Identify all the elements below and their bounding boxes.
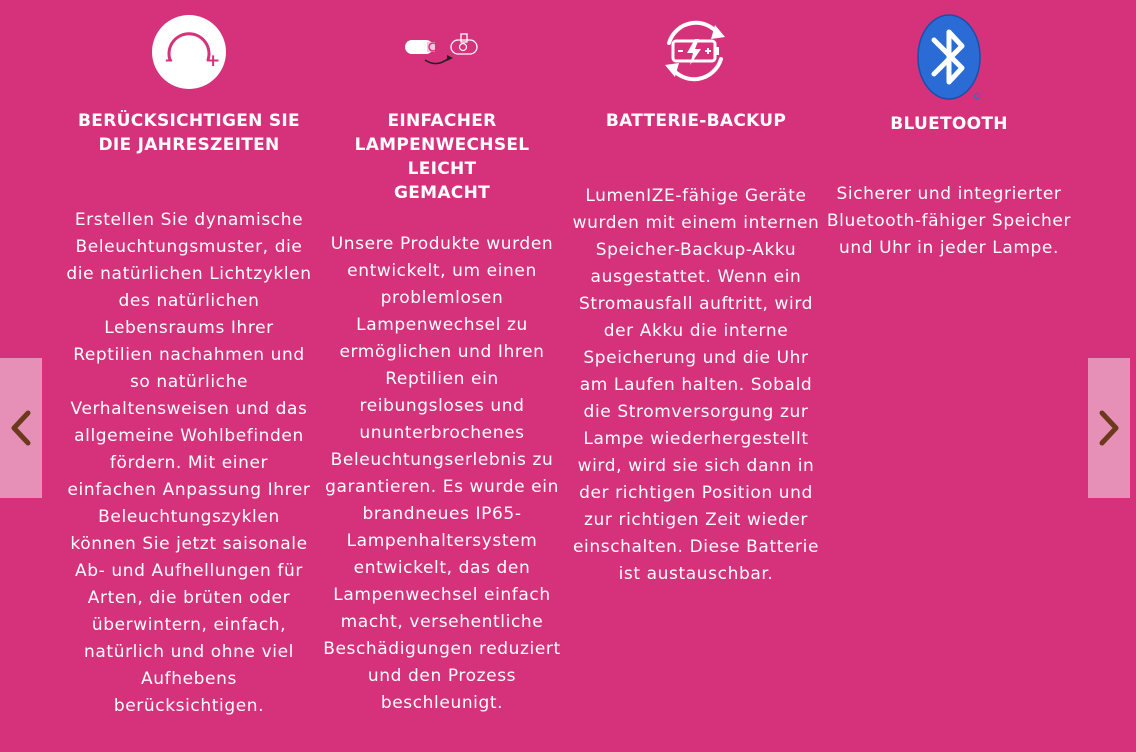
description-line: Verhaltensweisen und das: [70, 399, 308, 419]
description-line: können Sie jetzt saisonale: [70, 534, 308, 554]
description-line: die natürlichen Lichtzyklen: [66, 264, 312, 284]
description-line: Sicherer und integrierter: [836, 184, 1062, 204]
description-line: zur richtigen Zeit wieder: [584, 510, 808, 530]
description-line: ist austauschbar.: [618, 564, 774, 584]
description-line: überwintern, einfach,: [91, 615, 287, 635]
description-line: Lampe wiederhergestellt: [583, 429, 809, 449]
description-line: berücksichtigen.: [113, 696, 265, 716]
description-line: ausgestattet. Wenn ein: [590, 267, 802, 287]
lamp-change-icon: [403, 30, 483, 74]
description-line: allgemeine Wohlbefinden: [74, 426, 304, 446]
description-line: entwickelt, das den: [353, 558, 531, 578]
description-line: Reptilien ein: [385, 369, 499, 389]
description-line: Speicher-Backup-Akku: [595, 240, 797, 260]
description-line: einschalten. Diese Batterie: [572, 537, 819, 557]
description-line: Erstellen Sie dynamische: [74, 210, 304, 230]
feature-title: EINFACHER LAMPENWECHSEL LEICHT GEMACHT: [354, 111, 530, 203]
dimmer-dial-icon: [151, 14, 227, 94]
chevron-right-icon: [1097, 408, 1121, 448]
feature-description: [565, 183, 827, 588]
carousel-next-button[interactable]: [1088, 358, 1130, 498]
description-line: macht, versehentliche: [340, 612, 544, 632]
description-line: Bluetooth-fähiger Speicher: [826, 211, 1072, 231]
description-line: Beleuchtungszyklen: [98, 507, 280, 527]
bluetooth-icon: [916, 12, 982, 106]
chevron-left-icon: [9, 408, 33, 448]
description-line: Arten, die brüten oder: [87, 588, 291, 608]
description-line: Lebensraums Ihrer: [104, 318, 274, 338]
battery-backup-icon: [657, 13, 733, 93]
description-line: problemlosen: [380, 288, 504, 308]
description-line: reibungsloses und: [359, 396, 525, 416]
description-line: Beleuchtungserlebnis zu: [330, 450, 554, 470]
description-line: Ab- und Aufhellungen für: [75, 561, 303, 581]
svg-text:+: +: [206, 51, 221, 71]
description-line: die Stromversorgung zur: [583, 402, 809, 422]
description-line: Unsere Produkte wurden: [330, 234, 554, 254]
feature-description: [818, 181, 1080, 262]
svg-text:–: –: [165, 50, 173, 69]
description-line: LumenIZE-fähige Geräte: [585, 186, 807, 206]
feature-title: BLUETOOTH: [890, 114, 1008, 134]
description-line: Lampenwechsel einfach: [333, 585, 551, 605]
description-line: einfachen Anpassung Ihrer: [67, 480, 311, 500]
description-line: wird, wird sie sich dann in: [577, 456, 815, 476]
description-line: natürlich und ohne viel: [84, 642, 294, 662]
carousel-prev-button[interactable]: [0, 358, 42, 498]
description-line: brandneues IP65-: [362, 504, 522, 524]
description-line: des natürlichen: [118, 291, 260, 311]
description-line: Beleuchtungsmuster, die: [75, 237, 303, 257]
description-line: Reptilien nachahmen und: [73, 345, 305, 365]
feature-title: BATTERIE-BACKUP: [605, 111, 787, 131]
description-line: Lampenhaltersystem: [346, 531, 538, 551]
description-line: wurden mit einem internen: [572, 213, 820, 233]
feature-description: [60, 207, 318, 720]
description-line: ermöglichen und Ihren: [339, 342, 545, 362]
description-line: und den Prozess: [367, 666, 517, 686]
description-line: beschleunigt.: [380, 693, 504, 713]
description-line: so natürliche: [129, 372, 249, 392]
description-line: Stromausfall auftritt, wird: [578, 294, 814, 314]
description-line: garantieren. Es wurde ein: [325, 477, 559, 497]
description-line: am Laufen halten. Sobald: [579, 375, 813, 395]
description-line: fördern. Mit einer: [109, 453, 269, 473]
description-line: Beschädigungen reduziert: [323, 639, 561, 659]
description-line: der richtigen Position und: [579, 483, 813, 503]
description-line: entwickelt, um einen: [347, 261, 537, 281]
description-line: ununterbrochenes: [359, 423, 525, 443]
description-line: und Uhr in jeder Lampe.: [839, 238, 1059, 258]
description-line: der Akku die interne: [603, 321, 789, 341]
description-line: Lampenwechsel zu: [356, 315, 528, 335]
description-line: Speicherung und die Uhr: [583, 348, 809, 368]
feature-title: BERÜCKSICHTIGEN SIE DIE JAHRESZEITEN: [78, 111, 300, 155]
feature-description: [312, 231, 572, 717]
description-line: Aufhebens: [141, 669, 237, 689]
